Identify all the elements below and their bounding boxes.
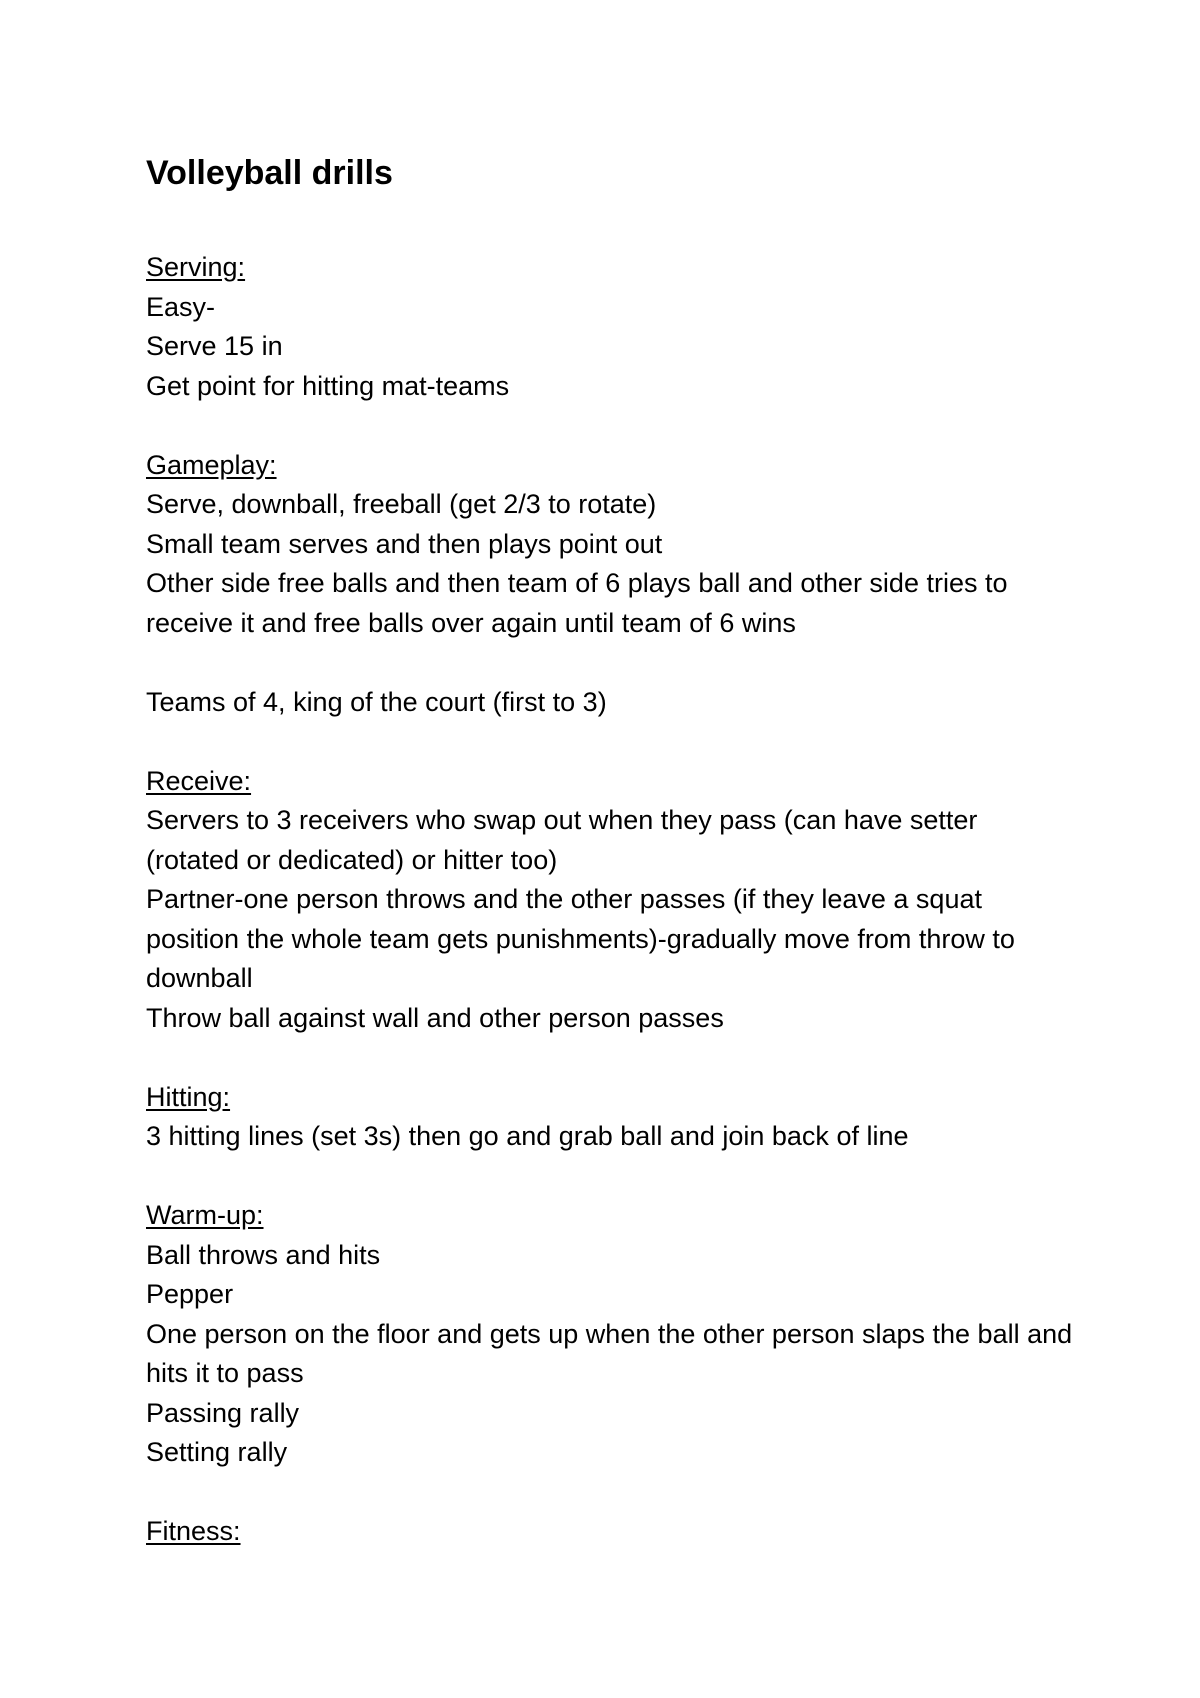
text-line: Serve, downball, freeball (get 2/3 to rotate) xyxy=(146,489,657,519)
text-line: Throw ball against wall and other person passes xyxy=(146,1002,724,1033)
text-line: Pepper xyxy=(146,1279,234,1309)
text-line: Other side free balls and then team of 6 plays ball and other side tries to receive it and free balls over again until team of 6 wins xyxy=(146,568,1008,638)
section-heading-serving: Serving: xyxy=(146,252,246,282)
section-heading-fitness: Fitness: xyxy=(146,1516,241,1546)
text-line: Passing rally xyxy=(146,1397,300,1428)
section-fitness xyxy=(146,1512,1076,1552)
section-serving xyxy=(146,248,1076,406)
section-heading-hitting: Hitting: xyxy=(146,1081,231,1112)
section-heading-gameplay: Gameplay: xyxy=(146,449,277,480)
text-line: Get point for hitting mat-teams xyxy=(146,370,510,401)
text-line: Small team serves and then plays point out xyxy=(146,528,663,559)
text-line: Setting rally xyxy=(146,1437,288,1467)
section-warmup xyxy=(146,1196,1076,1473)
section-heading-receive: Receive: xyxy=(146,765,252,796)
section-heading-warmup: Warm-up: xyxy=(146,1200,264,1230)
section-teams xyxy=(146,683,1076,723)
document-body xyxy=(146,248,1076,1591)
text-line: Partner-one person throws and the other passes (if they leave a squat position the whole team gets punishments)-gradually move from throw to downball xyxy=(146,884,1015,993)
text-line: 3 hitting lines (set 3s) then go and grab ball and join back of line xyxy=(146,1121,909,1151)
text-line: Servers to 3 receivers who swap out when they pass (can have setter (rotated or dedicated) or hitter too) xyxy=(146,805,978,875)
section-hitting xyxy=(146,1078,1076,1157)
text-line: Easy- xyxy=(146,291,216,322)
text-line: Teams of 4, king of the court (first to 3) xyxy=(146,686,607,717)
text-line: Serve 15 in xyxy=(146,331,283,361)
text-line: One person on the floor and gets up when the other person slaps the ball and hits it to pass xyxy=(146,1318,1073,1388)
document-title: Volleyball drills xyxy=(146,154,393,192)
text-line: Ball throws and hits xyxy=(146,1239,381,1270)
section-gameplay xyxy=(146,446,1076,644)
section-receive xyxy=(146,762,1076,1039)
